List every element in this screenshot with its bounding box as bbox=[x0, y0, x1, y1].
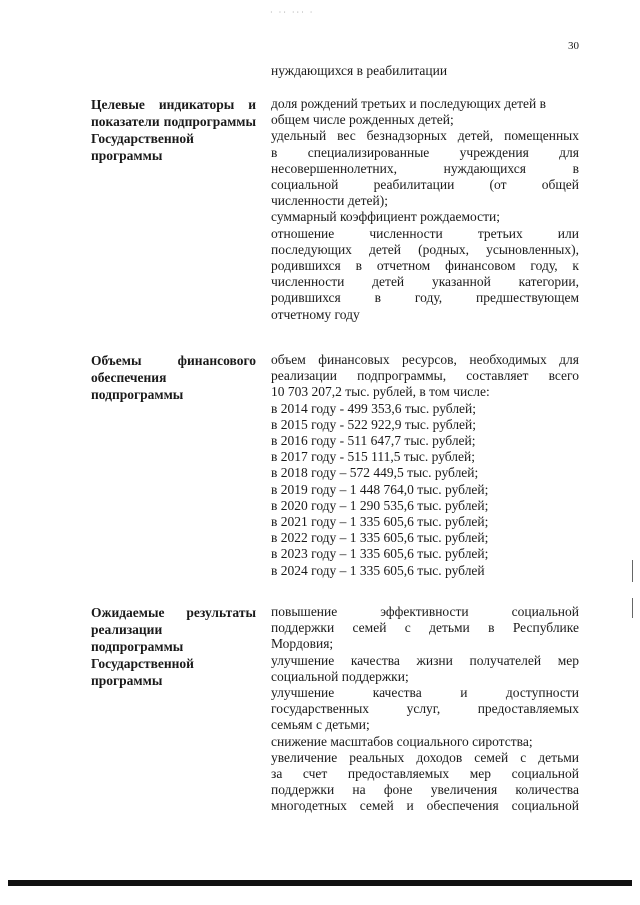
content-line: в специализированные учреждения для bbox=[271, 144, 579, 160]
section-label-financing: Объемы финансового обеспечения подпрограммы bbox=[91, 353, 256, 402]
content-line: доля рождений третьих и последующих детей в bbox=[271, 96, 547, 111]
funding-year-2022: в 2022 году – 1 335 605,6 тыс. рублей; bbox=[271, 530, 489, 546]
content-line: объем финансовых ресурсов, необходимых для bbox=[271, 352, 579, 367]
content-line: 10 703 207,2 тыс. рублей, в том числе: bbox=[271, 384, 490, 400]
content-line: несовершеннолетних, нуждающихся в bbox=[271, 160, 579, 176]
intro-line-block bbox=[271, 63, 579, 79]
content-line: улучшение качества жизни получателей мер bbox=[271, 652, 579, 668]
scan-bottom-border bbox=[8, 880, 632, 886]
content-line: родившихся в году, предшествующем bbox=[271, 290, 579, 306]
scan-edge-mark bbox=[632, 598, 633, 618]
content-line: государственных услуг, предоставляемых bbox=[271, 701, 579, 717]
funding-year-2017: в 2017 году - 515 111,5 тыс. рублей; bbox=[271, 449, 476, 465]
intro-line: нуждающихся в реабилитации bbox=[271, 63, 448, 78]
section-label-expected-results: Ожидаемые результаты реализации подпрограммы Государственной программы bbox=[91, 605, 256, 688]
scan-edge-mark bbox=[632, 560, 633, 582]
content-line: отчетному году bbox=[271, 306, 360, 322]
funding-year-2016: в 2016 году - 511 647,7 тыс. рублей; bbox=[271, 433, 476, 449]
content-line: снижение масштабов социального сиротства; bbox=[271, 733, 533, 749]
funding-year-2019: в 2019 году – 1 448 764,0 тыс. рублей; bbox=[271, 481, 489, 497]
page-number: 30 bbox=[568, 40, 579, 52]
section-content-target-indicators bbox=[271, 96, 579, 323]
funding-year-2018: в 2018 году – 572 449,5 тыс. рублей; bbox=[271, 465, 479, 481]
content-line: поддержки на фоне увеличения количества bbox=[271, 782, 579, 798]
content-line: многодетных семей и обеспечения социальной bbox=[271, 798, 579, 814]
content-line: социальной реабилитации (от общей bbox=[271, 177, 579, 193]
content-line: общем числе рожденных детей; bbox=[271, 112, 454, 128]
funding-year-2021: в 2021 году – 1 335 605,6 тыс. рублей; bbox=[271, 514, 489, 530]
content-line: суммарный коэффициент рождаемости; bbox=[271, 209, 500, 225]
content-line: родившихся в отчетном финансовом году, к bbox=[271, 258, 579, 274]
section-label-target-indicators: Целевые индикаторы и показатели подпрограммы Государственной программы bbox=[91, 97, 256, 163]
content-line: численности детей); bbox=[271, 193, 388, 209]
content-line: повышение эффективности социальной bbox=[271, 604, 579, 619]
content-line: удельный вес безнадзорных детей, помещенных bbox=[271, 128, 579, 144]
content-line: реализации подпрограммы, составляет всего bbox=[271, 368, 579, 384]
content-line: численности детей указанной категории, bbox=[271, 274, 579, 290]
funding-year-2020: в 2020 году – 1 290 535,6 тыс. рублей; bbox=[271, 497, 489, 513]
content-line: семьям с детьми; bbox=[271, 717, 370, 733]
funding-year-2015: в 2015 году - 522 922,9 тыс. рублей; bbox=[271, 416, 477, 432]
scan-artifact-marks: · ·‧ ·‧· · bbox=[270, 8, 315, 17]
funding-year-2024: в 2024 году – 1 335 605,6 тыс. рублей bbox=[271, 562, 485, 578]
content-line: увеличение реальных доходов семей с детьми bbox=[271, 749, 579, 765]
content-line: улучшение качества и доступности bbox=[271, 685, 579, 701]
section-content-expected-results bbox=[271, 604, 579, 815]
content-line: за счет предоставляемых мер социальной bbox=[271, 766, 579, 782]
section-content-financing bbox=[271, 352, 579, 579]
funding-year-2014: в 2014 году - 499 353,6 тыс. рублей; bbox=[271, 400, 477, 416]
content-line: социальной поддержки; bbox=[271, 668, 409, 684]
funding-year-2023: в 2023 году – 1 335 605,6 тыс. рублей; bbox=[271, 546, 489, 562]
content-line: отношение численности третьих или bbox=[271, 225, 579, 241]
content-line: последующих детей (родных, усыновленных), bbox=[271, 241, 579, 257]
content-line: поддержки семей с детьми в Республике bbox=[271, 620, 579, 636]
content-line: Мордовия; bbox=[271, 636, 334, 652]
